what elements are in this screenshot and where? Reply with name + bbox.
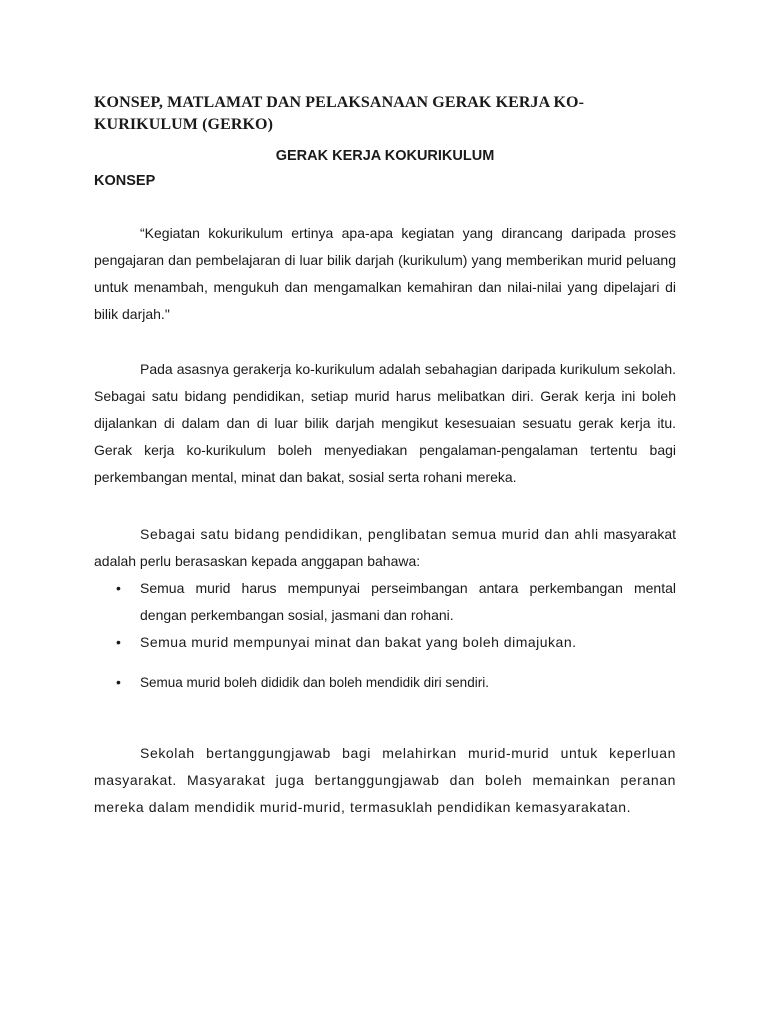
document-page (94, 92, 676, 821)
paragraph-assumption-tail: masyarakat adalah perlu berasaskan kepada anggapan bahawa: (94, 526, 676, 569)
bullet-icon: • (116, 580, 121, 596)
bullet-icon: • (116, 674, 121, 690)
paragraph-basis: Pada asasnya gerakerja ko-kurikulum adalah sebahagian daripada kurikulum sekolah. Sebagai satu bidang pendidikan, setiap murid harus melibatkan diri. Gerak kerja ini boleh dijalankan di dalam dan di luar bilik darjah mengikut kesesuaian sesuatu gerak kerja itu. Gerak kerja ko-kurikulum boleh menyediakan pengalaman-pengalaman tertentu bagi perkembangan mental, minat dan bakat, sosial serta rohani mereka. (94, 361, 676, 485)
paragraph-definition: “Kegiatan kokurikulum ertinya apa-apa kegiatan yang dirancang daripada proses pengajaran dan pembelajaran di luar bilik darjah (kurikulum) yang memberikan murid peluang untuk menambah, mengukuh dan mengamalkan kemahiran dan nilai-nilai yang dipelajari di bilik darjah." (94, 225, 676, 322)
paragraph-assumption-lead: Sebagai satu bidang pendidikan, penglibatan semua murid dan ahli (140, 526, 599, 542)
document-subtitle: GERAK KERJA KOKURIKULUM (275, 148, 495, 164)
list-item-text: Semua murid mempunyai minat dan bakat yang boleh dimajukan. (140, 634, 577, 650)
list-item-text: Semua murid boleh dididik dan boleh mendidik diri sendiri. (140, 675, 489, 690)
section-heading-konsep: KONSEP (94, 173, 156, 189)
paragraph-responsibility: Sekolah bertanggungjawab bagi melahirkan murid-murid untuk keperluan masyarakat. Masyarakat juga bertanggungjawab dan boleh memainkan peranan mereka dalam mendidik murid-murid, termasuklah pendidikan kemasyarakatan. (94, 745, 676, 815)
list-item-text: Semua murid harus mempunyai perseimbangan antara perkembangan mental dengan perkembangan sosial, jasmani dan rohani. (140, 580, 676, 623)
bullet-icon: • (116, 634, 122, 650)
list-item (94, 669, 676, 696)
list-item (94, 575, 676, 629)
assumption-list (94, 575, 676, 696)
document-title: KONSEP, MATLAMAT DAN PELAKSANAAN GERAK KERJA KO-KURIKULUM (GERKO) (94, 94, 585, 133)
paragraph-assumption (94, 521, 676, 575)
list-item (94, 629, 676, 656)
